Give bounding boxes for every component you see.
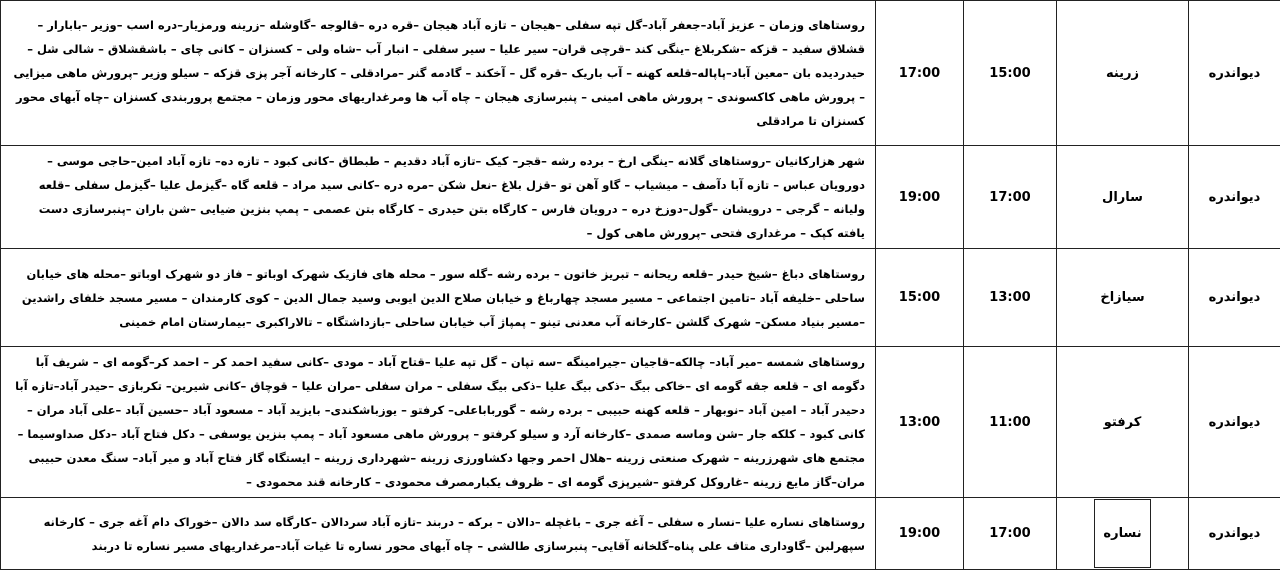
end-time-cell: 17:00	[876, 1, 964, 146]
city-cell: دیواندره	[1189, 249, 1280, 347]
selected-area-box: نساره	[1094, 499, 1150, 568]
affected-areas-cell: شهر هزارکانیان –روستاهای گلانه –ینگی ارخ – برده رشه –قجر– کیک –تازه آباد دقدیم – طبطاق –کانی کبود – تازه ده– تازه آباد امین–حاجی موسی – دورویان عباس – تازه آبا دآصف – میشیاب – گاو آهن تو –قزل بلاغ –نعل شکن –مره دره –کانی سید مراد – قلعه گاه –گیزمل علیا –گیزمل سفلی –قلعه ولیانه – گرجی – درویشان –گول–دوزخ دره – درویان فارس – کارگاه بتن حیدری – کارگاه بتن عصمی – پمپ بنزین ضیایی –شن باران –پنبرسازی دست یافته کپک – مرغداری فتحی –پرورش ماهی کول –	[1, 146, 876, 249]
affected-areas-cell: روستاهای شمسه –میر آباد– چالکه–قاجیان –جیرامینگه –سه تپان – گل تپه علیا –قتاح آباد – مودی –کانی سفید احمد کر – احمد کر–گومه ای – شریف آبا دگومه ای – قلعه جقه گومه ای –خاکی بیگ –ذکی بیگ علیا –ذکی بیگ سفلی – مران سفلی –مران علیا – قوچاق –کانی شیرین– تکربازی –حیدر آباد–تازه آبا دحیدر آباد – امین آباد –نوبهار – قلعه کهنه حبیبی – برده رشه – گورباباعلی– کرفتو – یوزباشکندی– بایزید آباد – مسعود آباد –حسین آباد –علی آباد مران –کانی کبود – کلکه جار –شن وماسه صمدی –کارخانه آرد و سیلو کرفتو – پرورش ماهی مسعود آباد – پمپ بنزین یوسفی – دکل فتاح آباد –دکل صداوسیما – مجتمع های شهرزرینه – شهرک صنعتی زرینه –هلال احمر وجها دکشاورزی زرینه –شهرداری زرینه – ایستگاه گاز فتاح آباد و میر آباد– سنگ معدن حبیبی مران–گاز مایع زرینه –غاروکل کرفتو –شیرپزی گومه ای – ظروف یکبارمصرف محمودی – کارخانه قند محمودی –	[1, 347, 876, 498]
area-cell: زرینه	[1057, 1, 1189, 146]
end-time-cell: 13:00	[876, 347, 964, 498]
affected-areas-cell: روستاهای دباغ –شیخ حیدر –قلعه ریحانه – تبریز خاتون – برده رشه –گله سور – محله های فازیک شهرک اوباتو – فاز دو شهرک اوباتو –محله های خیابان ساحلی –خلیفه آباد –تامین اجتماعی – مسیر مسجد چهارباغ و خیابان صلاح الدین ایوبی وسید جمال الدین – کوی کارمندان – مسیر مسجد خلفای راشدین –مسیر بنیاد مسکن– شهرک گلشن –کارخانه آب معدنی تینو – پمپاژ آب خیابان ساحلی –بازداشتگاه – تالاراکبری –بیمارستان امام خمینی	[1, 249, 876, 347]
city-cell: دیواندره	[1189, 498, 1280, 570]
affected-areas-cell: روستاهای نساره علیا –نسار ه سفلی – آغه جری – باغچله –دالان – برکه – دربند –تازه آباد سردالان –کارگاه سد دالان –خوراک دام آغه جری – کارخانه سپهرلبن –گاوداری متاف علی پناه–گلخانه آقایی– پنبرسازی طالشی – چاه آبهای محور نساره تا غیات آباد–مرغداریهای مسیر نساره تا دربند	[1, 498, 876, 570]
affected-areas-cell: روستاهای وزمان – عزیز آباد–جعفر آباد–گل تپه سفلی –هیجان – تازه آباد هیجان –قره دره –قالوجه –گاوشله –زرینه ورمزیار–دره اسب –وزیر –بابارار – قشلاق سفید – قزکه –شکربلاغ –ینگی کند –قرچی قران– سیر علیا – سیر سفلی – انبار آب –شاه ولی – کسنزان – کانی چای – باشقشلاق – شالی شل – حیدردیده بان –معین آباد–پاپاله–قلعه کهنه – آب باریک –قره گل – آخکند – گادمه گنر –مرادقلی – کارخانه آجر پزی قزکه – سیلو وزیر –پرورش ماهی میزایی – پرورش ماهی کاکسوندی – پرورش ماهی امینی – پنبرسازی هیجان – چاه آب ها ومرغداریهای محور وزمان – مجتمع پروربندی کسنزان –چاه آبهای محور کسنزان تا مرادقلی	[1, 1, 876, 146]
city-cell: دیواندره	[1189, 1, 1280, 146]
end-time-cell: 15:00	[876, 249, 964, 347]
start-time-cell: 17:00	[964, 498, 1057, 570]
area-cell: سیازاخ	[1057, 249, 1189, 347]
start-time-cell: 17:00	[964, 146, 1057, 249]
start-time-cell: 15:00	[964, 1, 1057, 146]
table-row	[1, 146, 1280, 249]
end-time-cell: 19:00	[876, 498, 964, 570]
area-cell: سارال	[1057, 146, 1189, 249]
city-cell: دیواندره	[1189, 146, 1280, 249]
start-time-cell: 11:00	[964, 347, 1057, 498]
table-row	[1, 347, 1280, 498]
city-cell: دیواندره	[1189, 347, 1280, 498]
area-cell: کرفتو	[1057, 347, 1189, 498]
table-row	[1, 498, 1280, 570]
end-time-cell: 19:00	[876, 146, 964, 249]
table-row	[1, 1, 1280, 146]
table-row	[1, 249, 1280, 347]
area-cell	[1057, 498, 1189, 570]
start-time-cell: 13:00	[964, 249, 1057, 347]
